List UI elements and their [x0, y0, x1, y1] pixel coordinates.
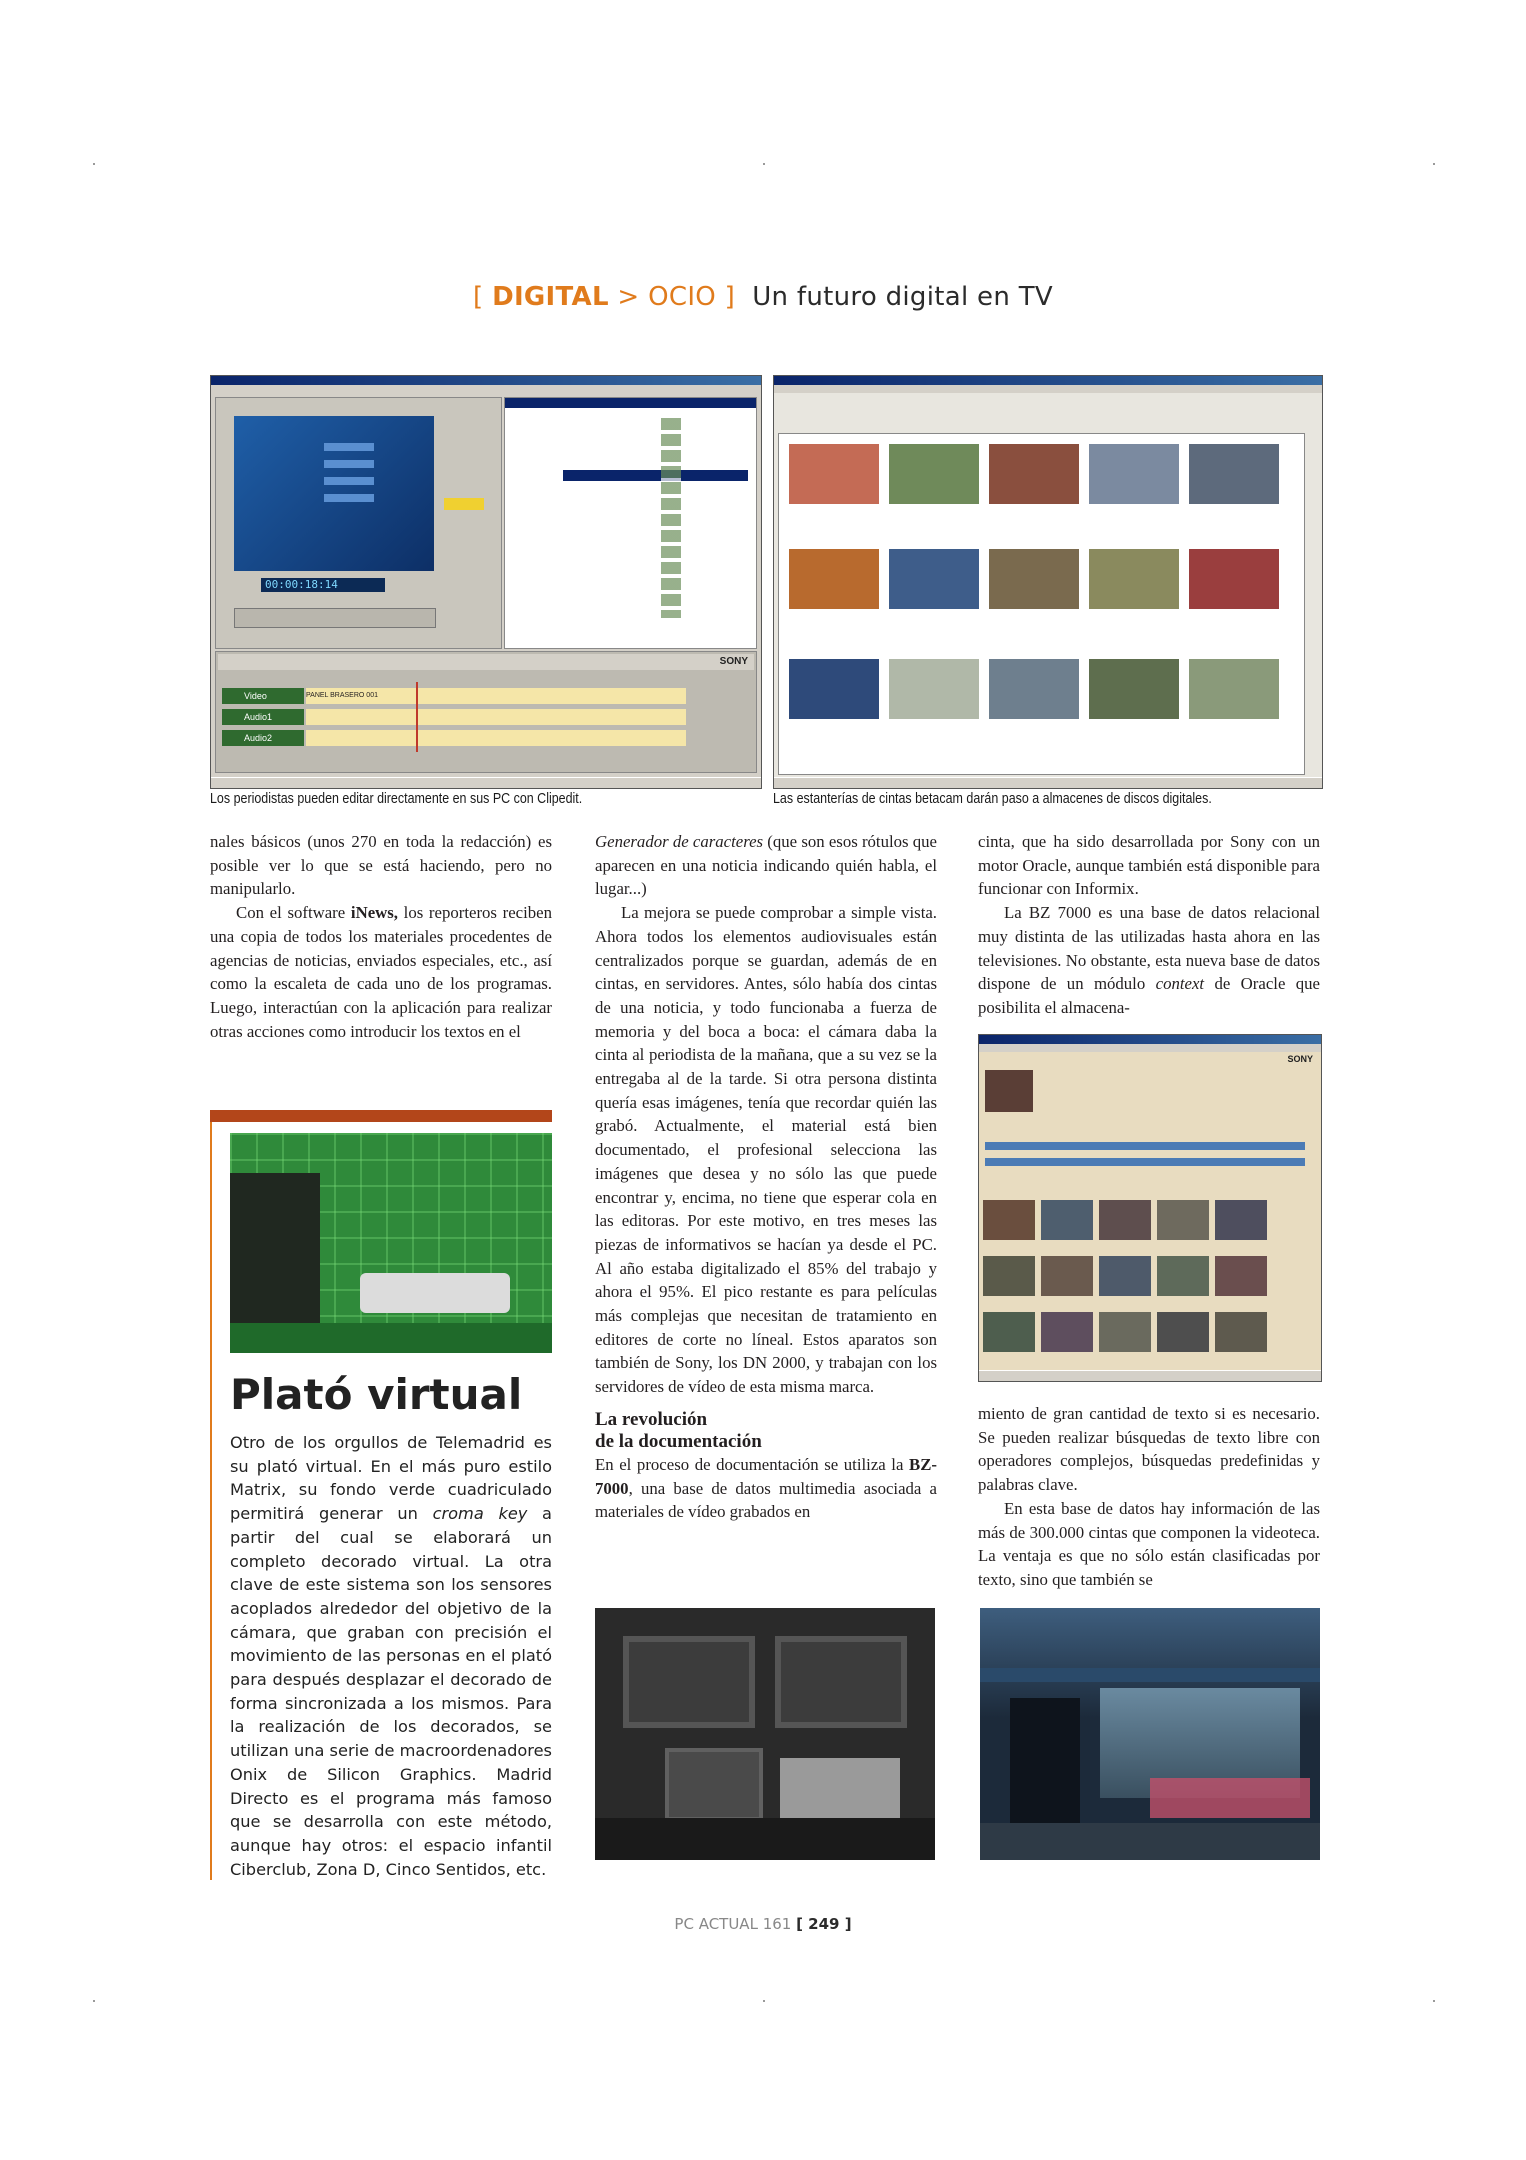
header-subsection: OCIO: [648, 282, 717, 312]
thumbnail-grid: [779, 434, 1304, 774]
sidebar-accent-bar: [210, 1110, 552, 1122]
caption-query-results: Las estanterías de cintas betacam darán paso a almacenes de discos digitales.: [773, 791, 1212, 807]
column3-p4: En esta base de datos hay información de las más de 300.000 cintas que componen la videoteca. La ventaja es que no sólo están clasificadas por texto, sino que también se: [978, 1498, 1320, 1589]
crop-mark: [1433, 163, 1435, 165]
sidebar-title: Plató virtual: [230, 1370, 523, 1419]
column3-text-bottom: [978, 1402, 1320, 1592]
footer-magazine: PC ACTUAL 161: [674, 1915, 792, 1933]
footer-page-number: [ 249 ]: [796, 1915, 852, 1933]
header-title: Un futuro digital en TV: [752, 282, 1053, 312]
column3-p3: miento de gran cantidad de texto si es necesario. Se pueden realizar búsquedas de texto libre con operadores complejos, búsquedas predefinidas y palabras clave.: [978, 1404, 1320, 1495]
crop-mark: [93, 163, 95, 165]
sidebar-text: Otro de los orgullos de Telemadrid es su plató virtual. En el más puro estilo Matrix, su fondo verde cuadriculado permitirá generar un croma key a partir del cual se elaborará un completo decorado virtual. La otra clave de este sistema son los sensores acoplados alrededor del objetivo de la cámara, que graban con precisión el movimiento de las personas en el plató para después desplazar el decorado de forma sincronizada a los mismos. Para la realización de los decorados, se utilizan una serie de macroordenadores Onix de Silicon Graphics. Madrid Directo es el programa más famoso que se desarrolla con este método, aunque hay otros: el espacio infantil Ciberclub, Zona D, Cinco Sentidos, etc.: [230, 1433, 552, 1879]
bz7000-screenshot: [978, 1034, 1322, 1382]
sony-logo-small: SONY: [1287, 1054, 1313, 1064]
page-footer: [0, 1915, 1526, 1933]
column3-text-top: [978, 830, 1320, 1020]
crop-mark: [763, 163, 765, 165]
column1-p1: nales básicos (unos 270 en toda la redacción) es posible ver lo que se está haciendo, pero no manipularlo.: [210, 832, 552, 899]
column2-p2: La mejora se puede comprobar a simple vista. Ahora todos los elementos audiovisuales están centralizados porque se guardan, además de en cintas, en servidores. Antes, sólo había dos cintas de una noticia, y todo funcionaba a fuerza de memoria y del boca a boca: el cámara daba la cinta al periodista de la mañana, que a su vez se la entregaba al de la tarde. Si otra persona distinta quería esas imágenes, tenía que recordar quién las grabó. Actualmente, el material está bien documentado, el profesional selecciona las imágenes que desea y no sólo las que puede encontrar y, encima, no tiene que esperar cola en las editoras. Por este motivo, en tres meses las piezas de informativos se hacían ya desde el PC. Al año estaba digitalizado el 85% del trabajo y ahora el 95%. El pico restante es para películas más complejas que necesitan de tratamiento en editores de corte no líneal. Estos aparatos son también de Sony, los DN 2000, y trabajan con los servidores de vídeo de esta misma marca.: [595, 903, 937, 1397]
clipedit-timecode: 00:00:18:14: [261, 578, 385, 592]
column3-p2: La BZ 7000 es una base de datos relacional muy distinta de las utilizadas hasta ahora en las televisiones. No obstante, esta nueva base de datos dispone de un módulo context de Oracle que posibilita el almacena-: [978, 903, 1320, 1017]
section-header: [0, 282, 1526, 312]
column3-p1: cinta, que ha sido desarrollada por Sony con un motor Oracle, aunque también está disponible para funcionar con Informix.: [978, 832, 1320, 899]
sony-logo: SONY: [719, 656, 748, 667]
virtual-set-photo: [230, 1133, 552, 1353]
query-results-screenshot: [773, 375, 1323, 789]
crop-mark: [93, 2000, 95, 2002]
column2-heading: La revolución de la documentación: [595, 1408, 762, 1452]
keyframe-grid: [983, 1200, 1313, 1370]
column1-text: [210, 830, 552, 1043]
clipedit-screenshot: [210, 375, 762, 789]
caption-clipedit: Los periodistas pueden editar directamente en sus PC con Clipedit.: [210, 791, 583, 807]
track-video-label: Video: [222, 688, 304, 704]
track-audio2-label: Audio2: [222, 730, 304, 746]
header-open-bracket: [: [473, 282, 484, 312]
header-close-bracket: ]: [724, 282, 736, 312]
column2-text: [595, 830, 937, 1524]
track-audio1-label: Audio1: [222, 709, 304, 725]
crop-mark: [1433, 2000, 1435, 2002]
track-clip: PANEL BRASERO 001: [306, 688, 686, 704]
tv-studio-photo: [980, 1608, 1320, 1860]
column1-p2: Con el software iNews, los reporteros reciben una copia de todos los materiales procedentes de agencias de noticias, enviados especiales, etc., así como la escaleta de cada uno de los programas. Luego, interactúan con la aplicación para realizar otras acciones como introducir los textos en el: [210, 903, 553, 1041]
header-separator: >: [617, 282, 640, 312]
editing-equipment-photo: [595, 1608, 935, 1860]
column2-p1: Generador de caracteres (que son esos rótulos que aparecen en una noticia indicando quién habla, el lugar...): [595, 832, 937, 899]
crop-mark: [763, 2000, 765, 2002]
header-section: DIGITAL: [492, 282, 609, 312]
column2-p3: En el proceso de documentación se utiliza la BZ-7000, una base de datos multimedia asociada a materiales de vídeo grabados en: [595, 1454, 937, 1522]
